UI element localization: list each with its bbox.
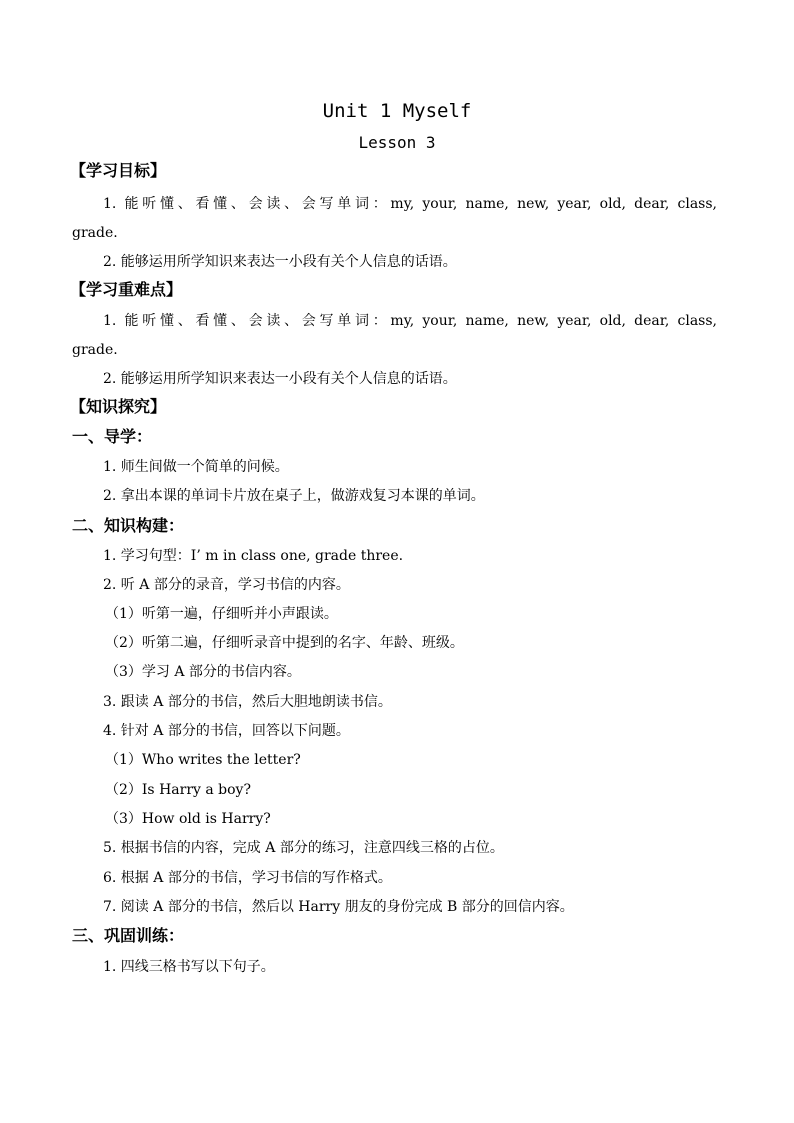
build-item-2-sub-2: （2）听第二遍，仔细听录音中提到的名字、年龄、班级。 — [105, 635, 464, 651]
build-item-7: 7. 阅读 A 部分的书信，然后以 Harry 朋友的身份完成 B 部分的回信内容。 — [103, 899, 574, 915]
document-title: Unit 1 Myself — [322, 100, 472, 122]
key-points-item-1-cont: grade. — [72, 342, 118, 358]
guide-heading: 一、导学： — [72, 427, 153, 446]
build-item-3: 3. 跟读 A 部分的书信，然后大胆地朗读书信。 — [103, 694, 392, 710]
build-heading: 二、知识构建： — [72, 516, 185, 535]
key-points-item-2: 2. 能够运用所学知识来表达一小段有关个人信息的话语。 — [103, 371, 457, 387]
build-item-4: 4. 针对 A 部分的书信，回答以下问题。 — [103, 723, 350, 739]
goals-item-1: 1. 能听懂、看懂、会读、会写单词：my, your, name, new, year, old, dear, class, — [103, 196, 717, 212]
practice-heading: 三、巩固训练： — [72, 926, 185, 945]
guide-item-2: 2. 拿出本课的单词卡片放在桌子上，做游戏复习本课的单词。 — [103, 488, 485, 504]
build-item-6: 6. 根据 A 部分的书信，学习书信的写作格式。 — [103, 870, 392, 886]
document-subtitle: Lesson 3 — [358, 133, 436, 152]
guide-item-1: 1. 师生间做一个简单的问候。 — [103, 459, 289, 475]
build-item-4-sub-3: （3）How old is Harry? — [105, 811, 271, 827]
build-item-4-sub-2: （2）Is Harry a boy? — [105, 782, 251, 798]
build-item-4-sub-1: （1）Who writes the letter? — [105, 752, 301, 768]
build-item-2: 2. 听 A 部分的录音，学习书信的内容。 — [103, 577, 350, 593]
key-points-item-1: 1. 能听懂、看懂、会读、会写单词：my, your, name, new, year, old, dear, class, — [103, 313, 717, 329]
goals-heading: 【学习目标】 — [70, 161, 167, 180]
goals-item-2: 2. 能够运用所学知识来表达一小段有关个人信息的话语。 — [103, 254, 457, 270]
build-item-1: 1. 学习句型：I’ m in class one, grade three. — [103, 548, 404, 564]
build-item-2-sub-1: （1）听第一遍，仔细听并小声跟读。 — [105, 606, 338, 622]
build-item-5: 5. 根据书信的内容，完成 A 部分的练习，注意四线三格的占位。 — [103, 840, 504, 856]
build-item-2-sub-3: （3）学习 A 部分的书信内容。 — [105, 664, 301, 680]
goals-item-1-cont: grade. — [72, 225, 118, 241]
key-points-heading: 【学习重难点】 — [70, 280, 183, 299]
practice-item-1: 1. 四线三格书写以下句子。 — [103, 959, 275, 975]
explore-heading: 【知识探究】 — [70, 397, 167, 416]
